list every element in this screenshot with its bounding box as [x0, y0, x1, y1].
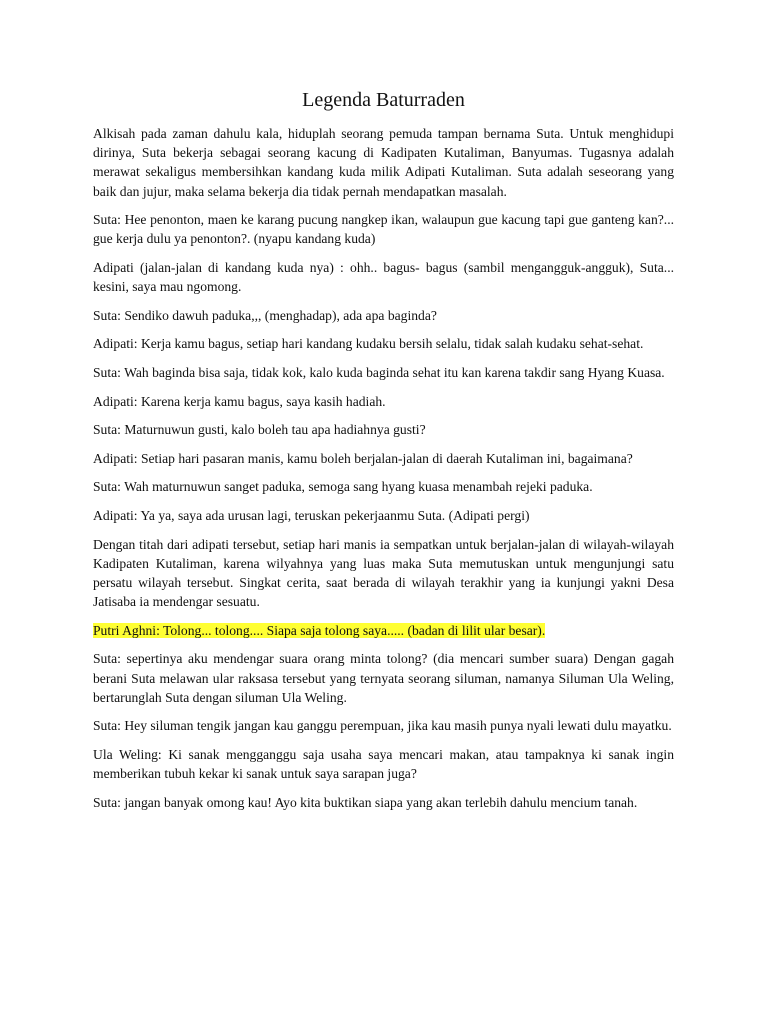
highlighted-text: Putri Aghni: Tolong... tolong.... Siapa saja tolong saya..... (badan di lilit ular besar). [93, 622, 546, 638]
paragraph-10: Suta: Wah maturnuwun sanget paduka, semoga sang hyang kuasa menambah rejeki paduka. [93, 479, 593, 495]
paragraph-3: Adipati (jalan-jalan di kandang kuda nya) : ohh.. bagus- bagus (sambil mengangguk-angguk), Suta... kesini, saya mau ngomong. [93, 260, 674, 295]
paragraph-2: Suta: Hee penonton, maen ke karang pucung nangkep ikan, walaupun gue kacung tapi gue ganteng kan?... gue kerja dulu ya penonton?. (nyapu kandang kuda) [93, 212, 674, 247]
paragraph-5: Adipati: Kerja kamu bagus, setiap hari kandang kudaku bersih selalu, tidak salah kudaku sehat-sehat. [93, 336, 644, 352]
paragraph-16: Ula Weling: Ki sanak mengganggu saja usaha saya mencari makan, atau tampaknya ki sanak ingin memberikan tubuh kekar ki sanak untuk saya sarapan juga? [93, 746, 674, 782]
paragraph-15: Suta: Hey siluman tengik jangan kau ganggu perempuan, jika kau masih punya nyali lewati dulu mayatku. [93, 718, 672, 734]
paragraph-4: Suta: Sendiko dawuh paduka,,, (menghadap), ada apa baginda? [93, 307, 437, 323]
paragraph-1: Alkisah pada zaman dahulu kala, hiduplah seorang pemuda tampan bernama Suta. Untuk menghidupi dirinya, Suta bekerja sebagai seorang kacung di Kadipaten Kutaliman, Banyumas. Tugasnya adalah merawat sekaligus membersihkan kandang kuda milik Adipati Kutaliman. Suta adalah seseorang yang baik dan jujur, maka selama bekerja dia tidak pernah mendapatkan masalah. [93, 126, 674, 199]
document-page [93, 88, 674, 821]
document-title: Legenda Baturraden [302, 89, 465, 111]
paragraph-8: Suta: Maturnuwun gusti, kalo boleh tau apa hadiahnya gusti? [93, 422, 426, 438]
paragraph-6: Suta: Wah baginda bisa saja, tidak kok, kalo kuda baginda sehat itu kan karena takdir sang Hyang Kuasa. [93, 364, 665, 380]
paragraph-9: Adipati: Setiap hari pasaran manis, kamu boleh berjalan-jalan di daerah Kutaliman ini, bagaimana? [93, 450, 633, 466]
paragraph-13-highlighted [93, 621, 674, 640]
paragraph-12: Dengan titah dari adipati tersebut, setiap hari manis ia sempatkan untuk berjalan-jalan di wilayah-wilayah Kadipaten Kutaliman, karena wilyahnya yang luas maka Suta memutuskan untuk mengunjungi satu persatu wilayah tersebut. Singkat cerita, saat berada di wilayah terakhir yang ia kunjungi yakni Desa Jatisaba ia mendengar sesuatu. [93, 536, 674, 610]
paragraph-7: Adipati: Karena kerja kamu bagus, saya kasih hadiah. [93, 393, 386, 409]
paragraph-14: Suta: sepertinya aku mendengar suara orang minta tolong? (dia mencari sumber suara) Dengan gagah berani Suta melawan ular raksasa tersebut yang ternyata seorang siluman, namanya Siluman Ula Weling, bertarunglah Suta dengan siluman Ula Weling. [93, 651, 674, 705]
paragraph-11: Adipati: Ya ya, saya ada urusan lagi, teruskan pekerjaanmu Suta. (Adipati pergi) [93, 507, 530, 523]
paragraph-17: Suta: jangan banyak omong kau! Ayo kita buktikan siapa yang akan terlebih dahulu mencium tanah. [93, 794, 638, 810]
